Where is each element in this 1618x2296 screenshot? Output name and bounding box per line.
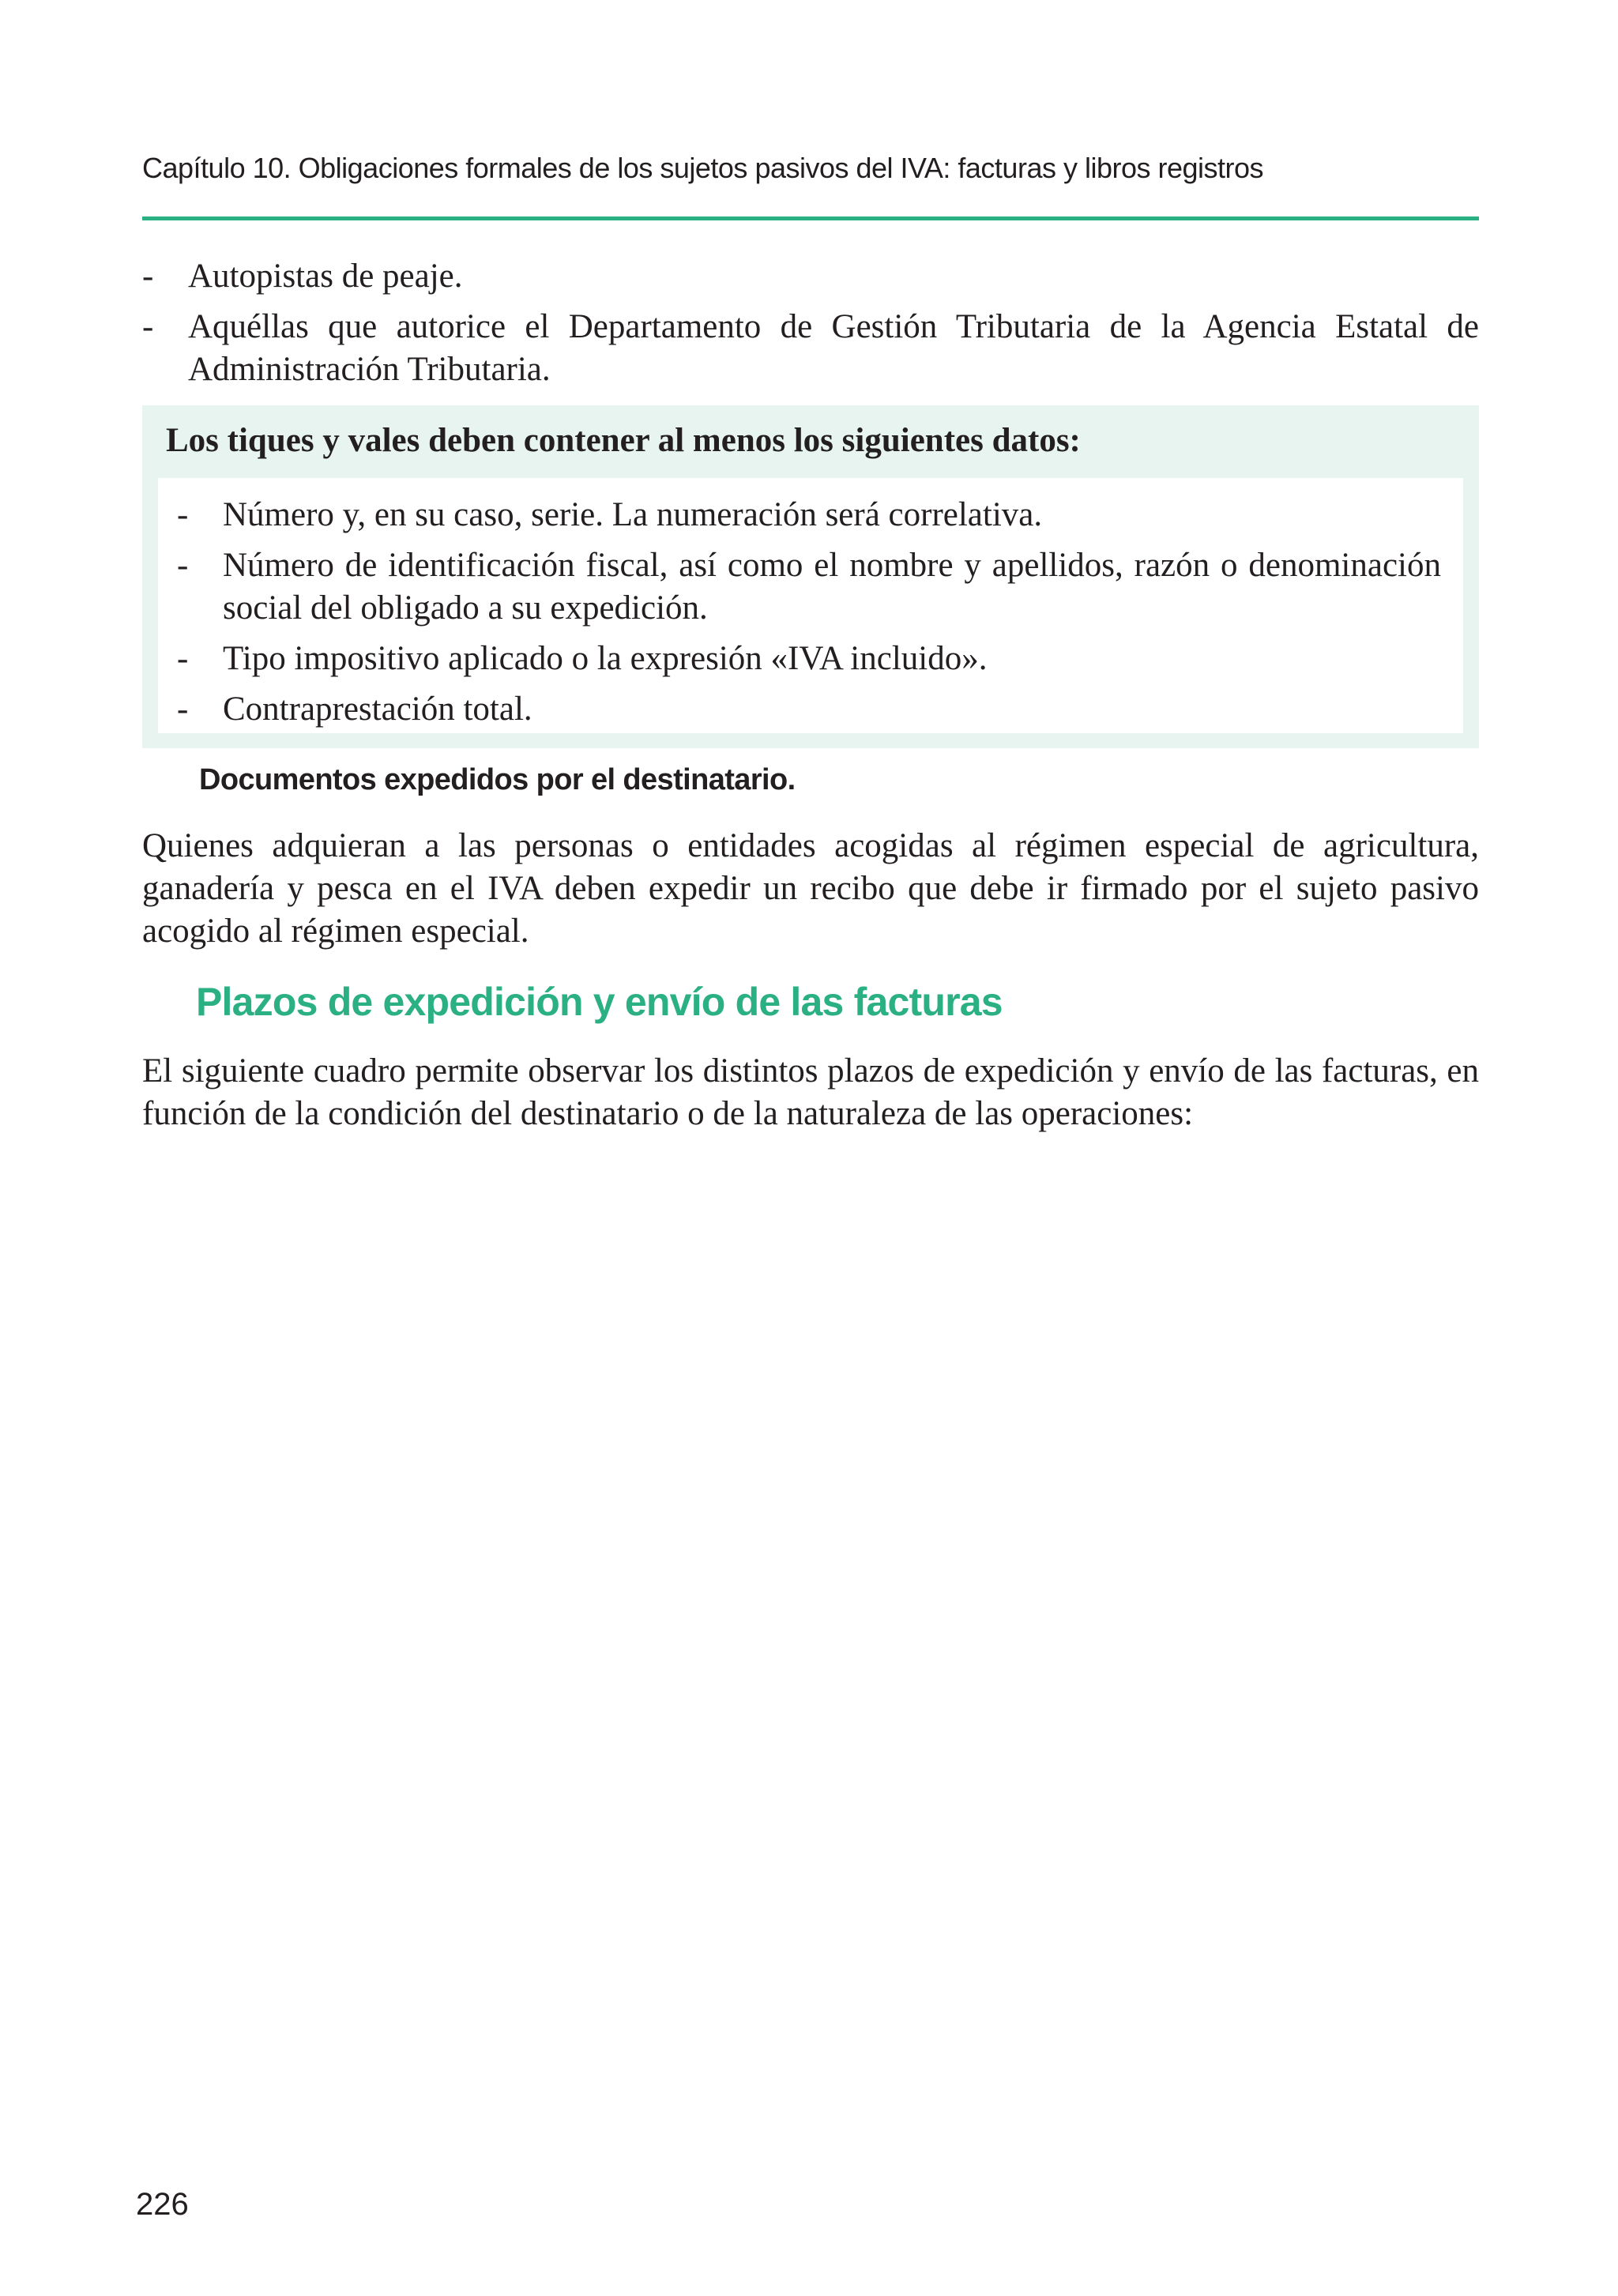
page-number: 226 (136, 2187, 189, 2222)
list-dash: - (177, 547, 189, 584)
intro-list (142, 255, 1479, 391)
list-item (177, 688, 1441, 731)
tickets-info-box (142, 405, 1479, 748)
list-item (177, 638, 1441, 680)
recipient-docs-paragraph: Quienes adquieran a las personas o entidades acogidas al régimen especial de agricultura, ganadería y pesca en el IVA deben expedir un recibo que debe ir firmado por el sujeto pasivo acogido al régimen especial. (142, 827, 1479, 950)
tickets-box-title: Los tiques y vales deben contener al menos los siguientes datos: (166, 422, 1081, 459)
recipient-docs-heading: Documentos expedidos por el destinatario. (199, 763, 796, 796)
list-item (177, 494, 1441, 536)
list-item (142, 255, 1479, 298)
list-item-text: Autopistas de peaje. (188, 258, 463, 295)
deadlines-paragraph: El siguiente cuadro permite observar los distintos plazos de expedición y envío de las facturas, en función de la condición del destinatario o de la naturaleza de las operaciones: (142, 1052, 1479, 1132)
list-item (177, 544, 1441, 630)
list-item (142, 306, 1479, 391)
list-dash: - (177, 691, 189, 728)
header-rule (142, 216, 1479, 220)
list-item-text: Tipo impositivo aplicado o la expresión «IVA incluido». (223, 640, 988, 677)
list-item-text: Número y, en su caso, serie. La numeración será correlativa. (223, 496, 1043, 533)
tickets-data-list (177, 494, 1441, 731)
list-dash: - (142, 308, 154, 345)
list-item-text: Número de identificación fiscal, así como el nombre y apellidos, razón o denominación social del obligado a su expedición. (223, 547, 1441, 627)
list-item-text: Contraprestación total. (223, 691, 532, 728)
running-header: Capítulo 10. Obligaciones formales de los sujetos pasivos del IVA: facturas y libros registros (142, 152, 1264, 184)
list-item-text: Aquéllas que autorice el Departamento de Gestión Tributaria de la Agencia Estatal de Administración Tributaria. (188, 308, 1479, 388)
list-dash: - (177, 640, 189, 677)
deadlines-section-heading: Plazos de expedición y envío de las facturas (196, 980, 1003, 1024)
list-dash: - (142, 258, 154, 295)
tickets-box-content (158, 478, 1463, 733)
list-dash: - (177, 496, 189, 533)
